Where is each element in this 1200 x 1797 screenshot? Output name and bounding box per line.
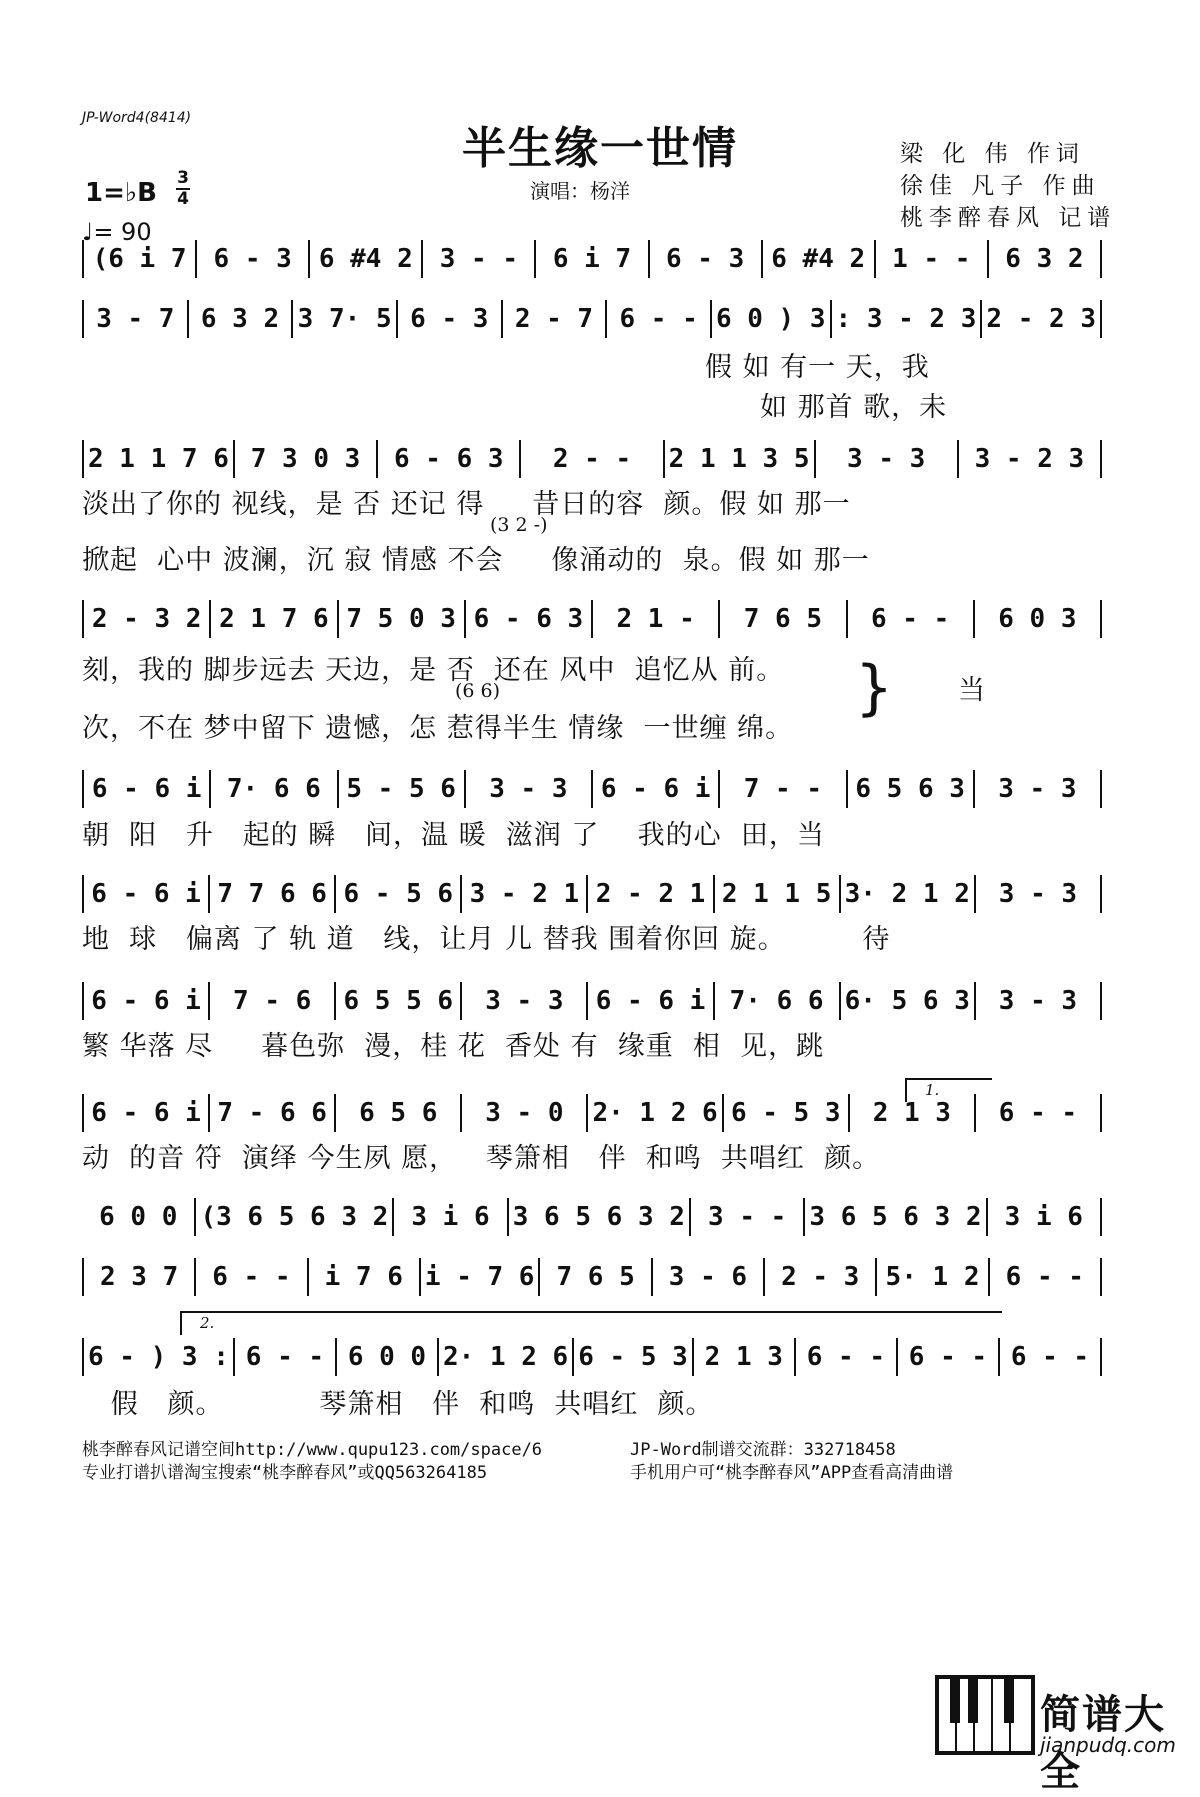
measure xyxy=(462,982,588,1020)
measure-notes: 2 - 7 xyxy=(514,304,594,334)
measure-notes: 2 1 3 xyxy=(704,1342,783,1372)
measure xyxy=(975,770,1102,808)
lyricist-credit: 梁 化 伟 作词 xyxy=(900,141,1085,167)
measure xyxy=(336,1094,462,1132)
meter-bottom: 4 xyxy=(177,189,189,209)
measure-notes: 3 - 3 xyxy=(489,774,568,804)
measure xyxy=(503,300,608,338)
measure xyxy=(423,240,536,278)
measure xyxy=(877,1258,989,1296)
tempo-mark: ♩= 90 xyxy=(82,218,152,246)
measure xyxy=(521,440,664,478)
measure-notes: 7 - 6 6 xyxy=(217,1098,327,1128)
measure xyxy=(336,982,462,1020)
measure-notes: 6 - - xyxy=(998,1098,1078,1128)
measure-notes: 6 - - xyxy=(1005,1262,1084,1292)
measure-notes: 1 - - xyxy=(892,244,971,274)
measure-notes: 7· 6 6 xyxy=(226,774,321,804)
measure-notes: 3 - 6 xyxy=(668,1262,748,1292)
measure xyxy=(765,1258,877,1296)
measure xyxy=(82,1094,210,1132)
measure-notes: : 3 - 2 3 xyxy=(835,304,977,334)
measure xyxy=(82,770,211,808)
measure xyxy=(210,1094,336,1132)
measure xyxy=(339,770,466,808)
lyric-line: 假 颜。 琴箫相 伴 和鸣 共唱红 颜。 xyxy=(82,1389,714,1420)
measure xyxy=(509,1198,691,1236)
measure xyxy=(841,875,976,913)
measure xyxy=(694,1338,796,1376)
singer-label: 演唱：杨洋 xyxy=(530,179,630,203)
measure-notes: 3 6 5 6 3 2 xyxy=(512,1202,685,1232)
measure-notes: 7 7 6 6 xyxy=(217,879,327,909)
measure-notes: 6 - 6 i xyxy=(595,986,706,1016)
measure-notes: 6 - 6 i xyxy=(91,774,202,804)
measure xyxy=(82,982,210,1020)
measure-notes: 7 6 5 xyxy=(556,1262,635,1292)
measure xyxy=(715,982,841,1020)
measure-notes: 6 i 7 xyxy=(552,244,632,274)
measure-notes: 6 - 6 i xyxy=(91,879,201,909)
measure-notes: 3 - 3 xyxy=(998,879,1078,909)
measure-notes: 3 - 2 3 xyxy=(974,444,1085,474)
measure-notes: 6 - 6 i xyxy=(600,774,711,804)
measure-notes: 6 - 3 xyxy=(213,244,292,274)
measure xyxy=(841,982,976,1020)
measure xyxy=(82,1198,196,1236)
measure-notes: 6 - - xyxy=(1010,1342,1090,1372)
measure-notes: 6 - 6 3 xyxy=(393,444,504,474)
measure-notes: 7· 6 6 xyxy=(729,986,824,1016)
measure-notes: 3 - 3 xyxy=(998,986,1078,1016)
footer-group: JP-Word制谱交流群：332718458 xyxy=(630,1440,896,1460)
measure-notes: 6 - 6 i xyxy=(91,986,201,1016)
measure-notes: 3 - 2 1 xyxy=(469,879,580,909)
time-signature xyxy=(176,170,190,208)
measure xyxy=(607,300,712,338)
measure-notes: 7 5 0 3 xyxy=(346,604,456,634)
measure xyxy=(588,982,714,1020)
measure-notes: 2 - 2 1 xyxy=(595,879,706,909)
lyric-line: 淡出了你的 视线，是 否 还记 得 昔日的容 颜。假 如 那一 xyxy=(82,489,851,520)
measure xyxy=(82,600,211,638)
notation-row xyxy=(82,1258,1102,1296)
measure-notes: 7 - 6 xyxy=(233,986,312,1016)
measure xyxy=(976,982,1102,1020)
measure xyxy=(976,1094,1102,1132)
measure-notes: (3 6 5 6 3 2 xyxy=(200,1202,389,1232)
measure xyxy=(336,875,462,913)
measure xyxy=(197,240,310,278)
notation-row xyxy=(82,770,1102,808)
measure-notes: 6 - 3 xyxy=(410,304,489,334)
measure xyxy=(898,1338,1000,1376)
measure-notes: 3 - - xyxy=(708,1202,787,1232)
measure xyxy=(593,600,720,638)
measure-notes: 3 - 3 xyxy=(998,774,1077,804)
measure xyxy=(394,1198,508,1236)
brace: } xyxy=(855,653,894,723)
measure-notes: i 7 6 xyxy=(324,1262,403,1292)
measure xyxy=(588,875,714,913)
measure-notes: i - 7 6 xyxy=(424,1262,535,1292)
volta-first: 1. xyxy=(905,1078,992,1102)
lyric-line: 地 球 偏离 了 轨 道 线，让月 儿 替我 围着你回 旋。 待 xyxy=(82,924,891,955)
footer-site: 桃李醉春风记谱空间http://www.qupu123.com/space/6 xyxy=(82,1440,543,1460)
transcriber-credit: 桃李醉春风 记谱 xyxy=(900,205,1117,231)
measure-notes: 6 0 3 xyxy=(998,604,1077,634)
measure-notes: 2 1 1 5 xyxy=(721,879,832,909)
measure xyxy=(196,1198,394,1236)
measure-notes: 3 - - xyxy=(439,244,519,274)
measure-notes: 3· 2 1 2 xyxy=(844,879,970,909)
measure xyxy=(848,770,975,808)
measure xyxy=(650,240,763,278)
measure-notes: 6 0 ) 3 xyxy=(715,304,826,334)
measure-notes: 6· 5 6 3 xyxy=(844,986,970,1016)
measure xyxy=(211,600,338,638)
software-label: JP-Word4(8414) xyxy=(82,110,192,126)
measure xyxy=(989,240,1102,278)
measure-notes: 6 - - xyxy=(908,1342,988,1372)
measure xyxy=(816,440,959,478)
measure xyxy=(796,1338,898,1376)
measure xyxy=(588,1094,723,1132)
measure xyxy=(82,440,235,478)
measure-notes: 6 - - xyxy=(870,604,950,634)
lyric-line: 假 如 有一 天，我 xyxy=(705,352,930,383)
measure xyxy=(540,1258,652,1296)
measure xyxy=(82,1338,235,1376)
lyric-line: 朝 阳 升 起的 瞬 间，温 暖 滋润 了 我的心 田，当 xyxy=(82,820,825,851)
measure-notes: 5 - 5 6 xyxy=(346,774,456,804)
footer-taobao: 专业打谱扒谱淘宝搜索“桃李醉春风”或QQ563264185 xyxy=(82,1463,488,1483)
measure xyxy=(832,300,983,338)
measure xyxy=(805,1198,987,1236)
measure xyxy=(593,770,720,808)
measure xyxy=(763,240,876,278)
lyric-line: 掀起 心中 波澜，沉 寂 情感 不会 像涌动的 泉。假 如 那一 xyxy=(82,545,870,576)
measure xyxy=(196,1258,308,1296)
lyric-line: 如 那首 歌，未 xyxy=(760,392,948,423)
piano-logo-icon xyxy=(935,1675,1035,1759)
measure-notes: 6 - ) 3 : xyxy=(88,1342,229,1372)
measure xyxy=(398,300,503,338)
measure-notes: 2 1 1 7 6 xyxy=(88,444,229,474)
measure-notes: 2 - - xyxy=(552,444,632,474)
meter-top: 3 xyxy=(177,168,189,188)
measure-notes: 2 1 1 3 5 xyxy=(668,444,810,474)
lyric-line: 次，不在 梦中留下 遗憾，怎 惹得半生 情缘 一世缠 绵。 xyxy=(82,713,794,744)
measure-notes: 2 1 - xyxy=(616,604,695,634)
notation-row xyxy=(82,982,1102,1020)
measure-notes: 5· 1 2 xyxy=(885,1262,980,1292)
measure xyxy=(235,440,378,478)
measure-notes: 6 5 6 3 xyxy=(855,774,965,804)
notation-row xyxy=(82,1338,1102,1376)
measure-notes: 6 - - xyxy=(245,1342,325,1372)
measure-notes: 3 - 3 xyxy=(847,444,926,474)
measure-notes: 3 - 7 xyxy=(96,304,175,334)
measure xyxy=(462,1094,588,1132)
measure xyxy=(990,1258,1102,1296)
measure xyxy=(724,1094,850,1132)
notation-row xyxy=(82,440,1102,478)
measure-notes: 6 5 6 xyxy=(359,1098,438,1128)
measure xyxy=(691,1198,805,1236)
measure-notes: 2 - 3 xyxy=(781,1262,860,1292)
measure-notes: 6 3 2 xyxy=(1005,244,1084,274)
measure xyxy=(876,240,989,278)
measure xyxy=(189,300,294,338)
measure-notes: 6 - - xyxy=(212,1262,291,1292)
measure xyxy=(976,875,1102,913)
measure-notes: 6 - 6 3 xyxy=(473,604,584,634)
measure-notes: 6 0 0 xyxy=(99,1202,178,1232)
measure xyxy=(293,300,398,338)
measure xyxy=(339,600,466,638)
measure-notes: 6 - 3 xyxy=(665,244,745,274)
measure-notes: 7 3 0 3 xyxy=(250,444,361,474)
measure-notes: 6 - - xyxy=(619,304,698,334)
measure-notes: 6 - 5 6 xyxy=(343,879,454,909)
notation-row xyxy=(82,1198,1102,1236)
measure xyxy=(462,875,588,913)
measure-notes: 2 3 7 xyxy=(100,1262,179,1292)
measure-notes: 3 - 3 xyxy=(485,986,564,1016)
measure xyxy=(665,440,816,478)
measure xyxy=(210,982,336,1020)
measure-notes: 6 - - xyxy=(806,1342,885,1372)
measure xyxy=(82,1258,196,1296)
measure-notes: 2 1 3 xyxy=(872,1098,951,1128)
measure-notes: 6 #4 2 xyxy=(318,244,413,274)
measure-notes: 3 - 0 xyxy=(485,1098,564,1128)
notation-row xyxy=(82,600,1102,638)
logo-url: jianpudq.com xyxy=(1040,1733,1176,1757)
measure xyxy=(210,875,336,913)
measure-notes: 6 #4 2 xyxy=(771,244,866,274)
measure xyxy=(211,770,338,808)
measure xyxy=(988,1198,1102,1236)
measure xyxy=(466,770,593,808)
measure-notes: 6 3 2 xyxy=(200,304,280,334)
measure xyxy=(720,600,847,638)
measure xyxy=(982,300,1102,338)
measure-notes: 2· 1 2 6 xyxy=(592,1098,718,1128)
measure xyxy=(715,875,841,913)
lyric-line: 动 的音 符 演绎 今生夙 愿， 琴箫相 伴 和鸣 共唱红 颜。 xyxy=(82,1143,881,1174)
measure-notes: 3 i 6 xyxy=(1004,1202,1083,1232)
lyric-side-word: 当 xyxy=(958,675,985,706)
measure-notes: 2· 1 2 6 xyxy=(442,1342,569,1372)
measure xyxy=(439,1338,574,1376)
measure xyxy=(309,1258,421,1296)
measure xyxy=(653,1258,765,1296)
measure xyxy=(82,240,197,278)
song-title: 半生缘一世情 xyxy=(462,123,738,174)
lyric-alt-notes: (6 6) xyxy=(455,680,501,702)
measure-notes: 6 - 5 3 xyxy=(578,1342,688,1372)
measure xyxy=(310,240,423,278)
measure-notes: 7 6 5 xyxy=(743,604,823,634)
notation-row xyxy=(82,875,1102,913)
measure xyxy=(82,875,210,913)
measure-notes: 6 5 5 6 xyxy=(343,986,454,1016)
lyric-line: 刻，我的 脚步远去 天边，是 否 还在 风中 追忆从 前。 xyxy=(82,655,785,686)
key-signature: 1=♭B xyxy=(85,178,157,208)
measure xyxy=(959,440,1102,478)
measure xyxy=(1000,1338,1102,1376)
measure xyxy=(574,1338,694,1376)
notation-row xyxy=(82,300,1102,338)
measure xyxy=(848,600,975,638)
measure xyxy=(536,240,649,278)
measure-notes: 2 - 3 2 xyxy=(91,604,202,634)
lyric-line: 繁 华落 尽 暮色弥 漫，桂 花 香处 有 缘重 相 见，跳 xyxy=(82,1031,825,1062)
measure xyxy=(421,1258,541,1296)
measure-notes: 3 i 6 xyxy=(411,1202,490,1232)
measure-notes: 2 1 7 6 xyxy=(219,604,329,634)
notation-row xyxy=(82,240,1102,278)
measure xyxy=(975,600,1102,638)
lyric-alt-notes: (3 2 -) xyxy=(490,514,548,536)
measure xyxy=(712,300,832,338)
measure-notes: 6 - 6 i xyxy=(91,1098,201,1128)
measure xyxy=(82,300,189,338)
logo-text: 简谱大全 xyxy=(1040,1692,1166,1795)
measure xyxy=(235,1338,337,1376)
measure-notes: (6 i 7 xyxy=(92,244,187,274)
measure-notes: 7 - - xyxy=(743,774,823,804)
measure xyxy=(337,1338,439,1376)
measure-notes: 3 7· 5 xyxy=(297,304,392,334)
composer-credit: 徐佳 凡子 作曲 xyxy=(900,173,1101,199)
measure xyxy=(466,600,593,638)
volta-second: 2. xyxy=(180,1311,1002,1335)
measure-notes: 6 0 0 xyxy=(347,1342,427,1372)
measure xyxy=(378,440,521,478)
measure-notes: 3 6 5 6 3 2 xyxy=(809,1202,982,1232)
measure xyxy=(720,770,847,808)
footer-app: 手机用户可“桃李醉春风”APP查看高清曲谱 xyxy=(630,1463,954,1483)
measure-notes: 6 - 5 3 xyxy=(730,1098,841,1128)
measure-notes: 2 - 2 3 xyxy=(986,304,1096,334)
